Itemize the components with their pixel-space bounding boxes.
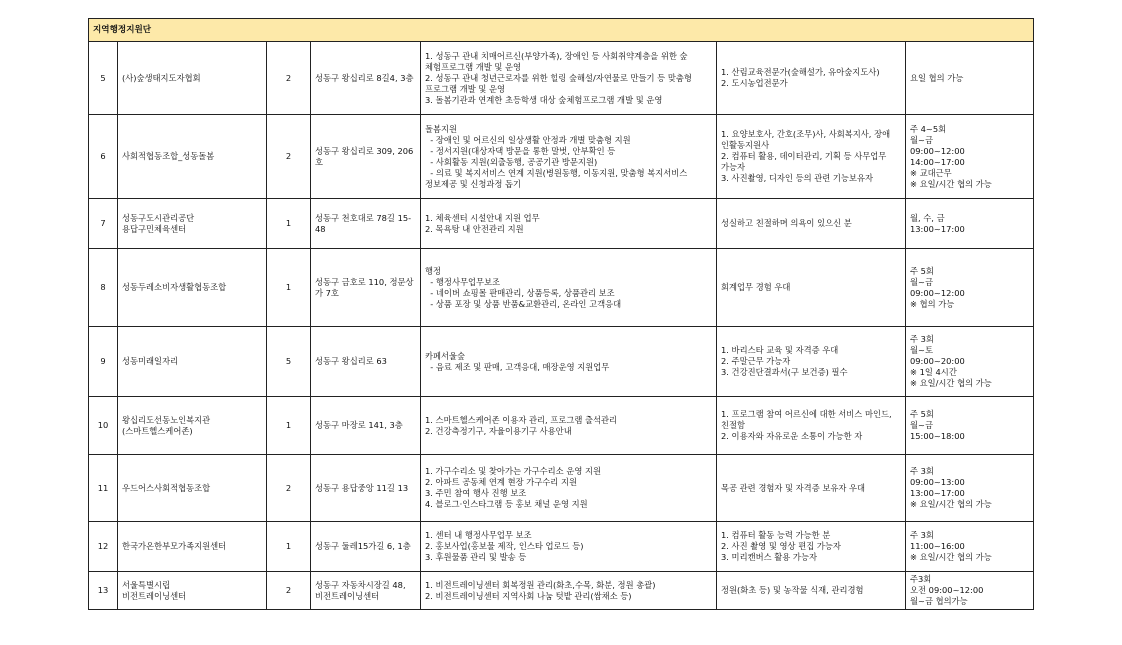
cell-address: [311, 327, 421, 397]
cell-schedule: [906, 455, 1034, 522]
cell-line: 인활동지원사: [721, 140, 770, 150]
cell-line: 주 3회: [910, 530, 934, 540]
cell-line: 성동구 자동차시장길 48,: [315, 579, 406, 590]
cell-line: 우드어스사회적협동조합: [122, 482, 211, 493]
cell-no: 6: [89, 115, 118, 199]
cell-organization: [118, 397, 267, 455]
cell-line: 체험프로그램 개발 및 운영: [425, 61, 522, 72]
cell-line: 09:00~12:00: [910, 145, 965, 156]
cell-line: 4. 블로그·인스타그램 등 홍보 채널 운영 지원: [425, 499, 588, 509]
cell-line: ※ 요일/시간 협의 가능: [910, 378, 992, 388]
cell-line: 성실하고 친절하며 의욕이 있으신 분: [721, 218, 852, 228]
cell-line: 오전 09:00~12:00: [910, 585, 984, 595]
cell-line: 1. 성동구 관내 치매어르신(부양가족), 장애인 등 사회취약계층을 위한 숲: [425, 50, 688, 61]
cell-line: 성동구 용답중앙 11길 13: [315, 482, 409, 493]
cell-line: 사회적협동조합_성동돌봄: [122, 151, 215, 161]
cell-line: 2. 사진 촬영 및 영상 편집 가능자: [721, 541, 841, 551]
cell-line: - 음료 제조 및 판매, 고객응대, 매장운영 지원업무: [425, 361, 610, 372]
cell-no: 7: [89, 199, 118, 249]
cell-line: ※ 1일 4시간: [910, 367, 957, 377]
cell-line: ※ 요일/시간 협의 가능: [910, 499, 992, 509]
cell-organization: [118, 327, 267, 397]
cell-line: 14:00~17:00: [910, 156, 965, 167]
cell-line: ※ 요일/시간 협의 가능: [910, 178, 992, 189]
cell-line: 2. 주말근무 가능자: [721, 356, 791, 366]
cell-qualifications: [717, 572, 906, 610]
cell-line: 월~금 협의가능: [910, 596, 968, 606]
cell-organization: [118, 572, 267, 610]
table-row: [89, 249, 1034, 327]
cell-count: 1: [267, 522, 311, 572]
cell-line: 서울특별시립: [122, 579, 171, 590]
cell-no: 9: [89, 327, 118, 397]
cell-line: 09:00~13:00: [910, 477, 965, 487]
table-row: [89, 397, 1034, 455]
cell-qualifications: [717, 199, 906, 249]
cell-line: 2. 도시농업전문가: [721, 78, 788, 88]
cell-line: 3. 돌봄기관과 연계한 초등학생 대상 숲체험프로그램 개발 및 운영: [425, 94, 663, 105]
cell-no: 13: [89, 572, 118, 610]
cell-line: 주 3회: [910, 334, 934, 344]
section-header-row: [89, 19, 1034, 42]
cell-line: 정보제공 및 신청과정 돕기: [425, 178, 522, 189]
cell-line: 성동구 마장로 141, 3층: [315, 420, 403, 430]
cell-line: 성동구 왕십리로 309, 206: [315, 145, 414, 156]
cell-line: 월~금: [910, 420, 933, 430]
cell-line: 정원(화초 등) 및 농작물 식재, 관리경험: [721, 585, 864, 595]
section-title: 지역행정지원단: [89, 19, 1034, 42]
cell-line: - 네이버 쇼핑몰 판매관리, 상품등록, 상품관리 보조: [425, 287, 615, 298]
cell-line: 11:00~16:00: [910, 541, 965, 551]
cell-line: 1. 바리스타 교육 및 자격증 우대: [721, 345, 839, 355]
cell-line: 주 4~5회: [910, 123, 947, 134]
cell-line: 09:00~20:00: [910, 356, 965, 366]
cell-organization: [118, 522, 267, 572]
cell-organization: [118, 115, 267, 199]
table-row: [89, 455, 1034, 522]
cell-count: 2: [267, 572, 311, 610]
cell-schedule: [906, 42, 1034, 115]
cell-line: 목공 관련 경험자 및 자격증 보유자 우대: [721, 482, 866, 493]
cell-qualifications: [717, 522, 906, 572]
cell-line: - 정서지원(대상자댁 방문을 통한 말벗, 안부확인 등: [425, 145, 616, 156]
cell-schedule: [906, 115, 1034, 199]
cell-line: 2. 목욕탕 내 안전관리 지원: [425, 223, 524, 234]
table-row: [89, 42, 1034, 115]
cell-line: 3. 미리캔버스 활용 가능자: [721, 552, 817, 562]
cell-line: 2. 비전트레이닝센터 지역사회 나눔 텃밭 관리(쌈채소 등): [425, 590, 632, 601]
cell-qualifications: [717, 115, 906, 199]
cell-line: 비전트레이닝센터: [122, 590, 187, 601]
cell-schedule: [906, 397, 1034, 455]
cell-line: 비전트레이닝센터: [315, 590, 380, 601]
table-row: [89, 199, 1034, 249]
cell-line: 친절함: [721, 420, 746, 430]
cell-line: - 사회활동 지원(외출동행, 공공기관 방문지원): [425, 156, 598, 167]
cell-address: [311, 572, 421, 610]
cell-line: 가능자: [721, 162, 746, 172]
cell-tasks: [421, 397, 717, 455]
cell-organization: [118, 42, 267, 115]
cell-address: [311, 115, 421, 199]
cell-line: 성동구 금호로 110, 정문상: [315, 276, 414, 287]
cell-line: 09:00~12:00: [910, 287, 965, 298]
cell-line: 1. 컴퓨터 활동 능력 가능한 분: [721, 530, 831, 540]
cell-line: 13:00~17:00: [910, 488, 965, 498]
cell-no: 8: [89, 249, 118, 327]
cell-line: 3. 사진촬영, 디자인 등의 관련 기능보유자: [721, 173, 873, 183]
table-row: [89, 327, 1034, 397]
cell-line: 행정: [425, 265, 442, 276]
cell-address: [311, 522, 421, 572]
cell-line: 3. 후원물품 관리 및 발송 등: [425, 552, 527, 562]
cell-line: 가 7호: [315, 287, 339, 298]
cell-organization: [118, 199, 267, 249]
cell-line: 성동미래일자리: [122, 356, 179, 366]
cell-line: 2. 건강측정기구, 자율이용기구 사용안내: [425, 425, 572, 436]
cell-line: 성동두레소비자생활협동조합: [122, 282, 227, 292]
cell-qualifications: [717, 397, 906, 455]
cell-tasks: [421, 42, 717, 115]
cell-line: 1. 프로그램 참여 어르신에 대한 서비스 마인드,: [721, 409, 892, 419]
cell-line: 2. 성동구 관내 청년근로자를 위한 힐링 숲해설/자연물로 만들기 등 맞춤형: [425, 72, 692, 83]
cell-count: 2: [267, 115, 311, 199]
cell-line: 성동구 천호대로 78길 15-: [315, 212, 412, 223]
cell-line: 성동구 왕십리로 8길4, 3층: [315, 72, 414, 83]
cell-line: 주 3회: [910, 466, 934, 476]
cell-line: 왕십리도선동노인복지관: [122, 414, 211, 425]
cell-tasks: [421, 249, 717, 327]
cell-line: 1. 체육센터 시설안내 지원 업무: [425, 212, 540, 223]
table-row: [89, 522, 1034, 572]
cell-qualifications: [717, 327, 906, 397]
cell-line: 한국가온한부모가족지원센터: [122, 541, 227, 551]
cell-line: 월, 수, 금: [910, 212, 945, 223]
cell-line: 13:00~17:00: [910, 223, 965, 234]
cell-address: [311, 42, 421, 115]
cell-line: 48: [315, 223, 326, 234]
cell-line: 월~토: [910, 345, 933, 355]
cell-count: 5: [267, 327, 311, 397]
cell-no: 5: [89, 42, 118, 115]
cell-line: 1. 스마트헬스케어존 이용자 관리, 프로그램 출석관리: [425, 414, 618, 425]
cell-count: 1: [267, 199, 311, 249]
cell-organization: [118, 455, 267, 522]
cell-line: 주3회: [910, 574, 932, 584]
cell-line: 성동구도시관리공단: [122, 212, 195, 223]
cell-line: 프로그램 개발 및 운영: [425, 83, 506, 94]
cell-qualifications: [717, 42, 906, 115]
cell-address: [311, 397, 421, 455]
cell-line: 1. 가구수리소 및 찾아가는 가구수리소 운영 지원: [425, 466, 602, 476]
cell-line: 2. 아파트 공동체 연계 현장 가구수리 지원: [425, 477, 577, 487]
cell-no: 10: [89, 397, 118, 455]
cell-qualifications: [717, 455, 906, 522]
cell-line: ※ 교대근무: [910, 167, 952, 178]
cell-line: 1. 요양보호사, 간호(조무)사, 사회복지사, 장애: [721, 129, 891, 139]
cell-address: [311, 249, 421, 327]
cell-schedule: [906, 199, 1034, 249]
cell-line: (사)숲생태지도자협회: [122, 72, 201, 83]
cell-line: 1. 비전트레이닝센터 회복정원 관리(화초,수목, 화분, 정원 총괄): [425, 579, 656, 590]
cell-tasks: [421, 522, 717, 572]
cell-line: ※ 요일/시간 협의 가능: [910, 552, 992, 562]
cell-schedule: [906, 522, 1034, 572]
cell-count: 1: [267, 397, 311, 455]
cell-line: 2. 홍보사업(홍보물 제작, 인스타 업로드 등): [425, 541, 584, 551]
cell-line: 주 5회: [910, 265, 934, 276]
cell-line: ※ 협의 가능: [910, 298, 955, 309]
cell-line: 요일 협의 가능: [910, 72, 964, 83]
cell-line: - 행정사무업무보조: [425, 276, 501, 287]
cell-line: 15:00~18:00: [910, 431, 965, 441]
cell-address: [311, 199, 421, 249]
cell-line: 성동구 둘레15가길 6, 1층: [315, 541, 411, 551]
cell-tasks: [421, 327, 717, 397]
cell-tasks: [421, 115, 717, 199]
cell-line: (스마트헬스케어존): [122, 425, 193, 436]
cell-line: 2. 컴퓨터 활용, 데이터관리, 기획 등 사무업무: [721, 151, 887, 161]
cell-organization: [118, 249, 267, 327]
cell-line: 1. 산림교육전문가(숲해설가, 유아숲지도사): [721, 67, 880, 77]
table-row: [89, 115, 1034, 199]
cell-line: 회계업무 경험 우대: [721, 282, 791, 292]
cell-line: 3. 건강진단결과서(구 보건증) 필수: [721, 367, 848, 377]
cell-line: 월~금: [910, 134, 933, 145]
cell-line: 성동구 왕십리로 63: [315, 356, 387, 366]
cell-line: 3. 주민 참여 행사 진행 보조: [425, 488, 527, 498]
cell-count: 2: [267, 455, 311, 522]
cell-address: [311, 455, 421, 522]
cell-no: 12: [89, 522, 118, 572]
cell-tasks: [421, 455, 717, 522]
volunteer-table: [88, 18, 1034, 610]
cell-line: 돌봄지원: [425, 123, 458, 134]
cell-count: 2: [267, 42, 311, 115]
cell-line: 월~금: [910, 276, 933, 287]
cell-no: 11: [89, 455, 118, 522]
cell-qualifications: [717, 249, 906, 327]
cell-line: 용답구민체육센터: [122, 223, 187, 234]
cell-tasks: [421, 199, 717, 249]
cell-schedule: [906, 572, 1034, 610]
cell-line: - 상품 포장 및 상품 반품&교환관리, 온라인 고객응대: [425, 298, 622, 309]
cell-schedule: [906, 327, 1034, 397]
table-row: [89, 572, 1034, 610]
cell-line: 2. 이용자와 자유로운 소통이 가능한 자: [721, 431, 863, 441]
cell-line: 주 5회: [910, 409, 934, 419]
cell-count: 1: [267, 249, 311, 327]
cell-tasks: [421, 572, 717, 610]
cell-line: - 장애인 및 어르신의 일상생활 안정과 개별 맞춤형 지원: [425, 134, 631, 145]
cell-line: 1. 센터 내 행정사무업무 보조: [425, 530, 532, 540]
cell-schedule: [906, 249, 1034, 327]
cell-line: 호: [315, 156, 324, 167]
cell-line: 카페서울숲: [425, 350, 466, 361]
cell-line: - 의료 및 복지서비스 연계 지원(병원동행, 이동지원, 맞춤형 복지서비스: [425, 167, 688, 178]
